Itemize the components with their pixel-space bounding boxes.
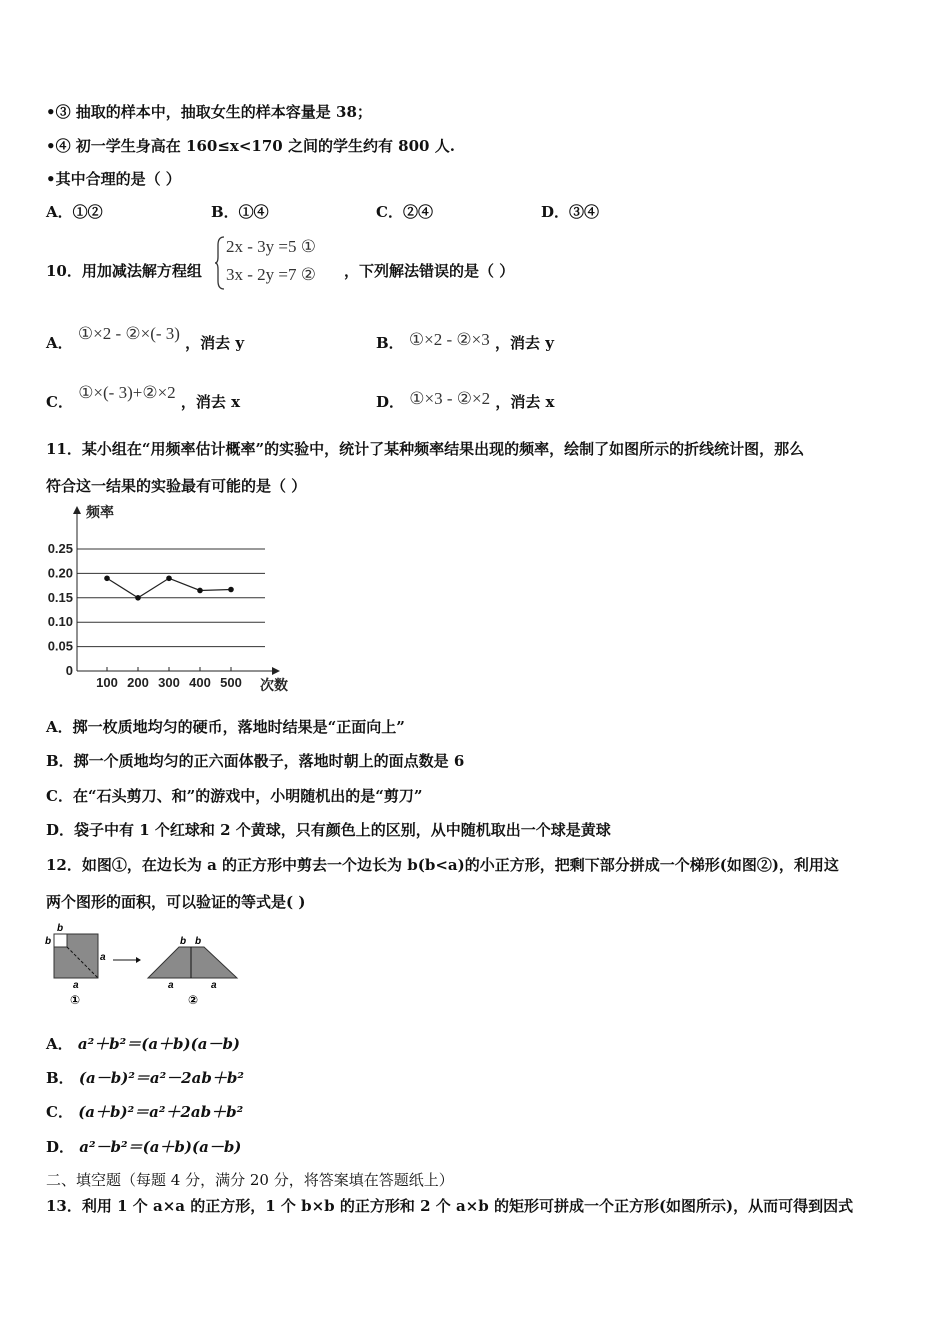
label-b-top: b (57, 923, 64, 934)
option-letter: A． (46, 1035, 73, 1053)
q12-option-b[interactable] (46, 1067, 244, 1089)
frequency-line-chart (40, 500, 310, 700)
section-heading-fill-in: 二、填空题（每题 4 分，满分 20 分，将答案填在答题纸上） (46, 1171, 454, 1189)
option-letter: A． (46, 334, 73, 352)
y-tick-label: 0.20 (47, 565, 73, 581)
q12-line-1: 12．如图①，在边长为 a 的正方形中剪去一个边长为 b(b<a)的小正方形，把剩下部分拼成一个梯形(如图②)，利用这 (46, 856, 839, 874)
x-tick-label: 300 (158, 675, 180, 690)
q11-line-2: 符合这一结果的实验最有可能的是（ ） (46, 477, 307, 495)
option-letter: D． (46, 1138, 75, 1156)
option-letter: C． (46, 393, 73, 411)
q10-option-b[interactable] (376, 332, 554, 354)
q12-option-d[interactable] (46, 1136, 241, 1158)
q11-line-1: 11．某小组在“用频率估计概率”的实验中，统计了某种频率结果出现的频率，绘制了如图所示的折线统计图，那么 (46, 440, 805, 458)
label-b-left: b (45, 936, 52, 947)
option-expression: a²－b²＝(a＋b)(a－b) (79, 1138, 242, 1156)
left-brace-icon (214, 235, 226, 291)
q9-option-c[interactable]: C．②④ (376, 203, 433, 221)
option-letter: B． (46, 1069, 74, 1087)
data-point (197, 588, 203, 594)
label-b-top-left: b (180, 936, 187, 947)
q9-option-b[interactable]: B．①④ (211, 203, 269, 221)
y-tick-label: 0 (65, 663, 73, 678)
option-expression: a²＋b²＝(a＋b)(a－b) (77, 1035, 241, 1053)
q11-option-b[interactable]: B．掷一个质地均匀的正六面体骰子，落地时朝上的面点数是 6 (46, 752, 465, 770)
x-axis-arrow-icon (272, 667, 280, 675)
q11-option-a[interactable]: A．掷一枚质地均匀的硬币，落地时结果是“正面向上” (46, 718, 405, 736)
option-letter: C． (46, 1103, 73, 1121)
option-letter: D． (376, 393, 405, 411)
x-tick-label: 100 (96, 675, 118, 690)
figure-label-2: ② (188, 993, 199, 1007)
data-point (228, 587, 234, 593)
option-expression: ①×(- 3)+②×2 (78, 383, 176, 402)
q9-question: •其中合理的是（ ） (46, 170, 181, 188)
y-axis-label: 频率 (86, 504, 114, 520)
q11-option-c[interactable]: C．在“石头剪刀、和”的游戏中，小明随机出的是“剪刀” (46, 787, 423, 805)
q9-statement-4: •④ 初一学生身高在 160≤x<170 之间的学生约有 800 人. (46, 137, 455, 155)
option-expression: ①×2 - ②×(- 3) (77, 324, 180, 343)
arrow-right-icon (136, 957, 141, 963)
label-a-right: a (100, 952, 106, 963)
option-expression: ①×3 - ②×2 (409, 389, 491, 408)
q12-option-a[interactable] (46, 1033, 240, 1055)
option-tail: ，消去 y (185, 334, 245, 352)
figure-label-1: ① (70, 993, 81, 1007)
option-tail: ，消去 x (180, 393, 241, 411)
equation-1: 2x - 3y =5 ① (226, 237, 316, 256)
q9-statement-3: •③ 抽取的样本中，抽取女生的样本容量是 38； (46, 103, 372, 121)
label-a-bottom-right: a (211, 980, 217, 991)
y-tick-label: 0.10 (47, 614, 73, 630)
option-letter: B． (376, 334, 404, 352)
option-tail: ，消去 x (495, 393, 555, 411)
data-point (135, 595, 141, 601)
y-tick-label: 0.15 (47, 589, 73, 605)
data-point (104, 575, 110, 581)
label-a-bottom: a (73, 980, 79, 991)
y-tick-label: 0.25 (47, 541, 73, 556)
q10-prefix: 10．用加减法解方程组 (46, 262, 202, 280)
q10-suffix: ，下列解法错误的是（ ） (344, 262, 515, 280)
series-line (107, 578, 231, 598)
q9-option-d[interactable]: D．③④ (541, 203, 600, 221)
option-expression: (a－b)²＝a²－2ab＋b² (78, 1069, 244, 1087)
x-tick-label: 400 (189, 675, 211, 690)
option-expression: (a＋b)²＝a²＋2ab＋b² (78, 1103, 244, 1121)
y-tick-label: 0.05 (47, 638, 73, 654)
data-point (166, 575, 172, 581)
q12-line-2: 两个图形的面积，可以验证的等式是( ) (46, 893, 306, 911)
q10-option-a[interactable] (46, 324, 245, 354)
q13-line-1: 13．利用 1 个 a×a 的正方形，1 个 b×b 的正方形和 2 个 a×b 的矩形可拼成一个正方形(如图所示)，从而可得到因式 (46, 1197, 854, 1215)
option-tail: ，消去 y (494, 334, 554, 352)
q11-option-d[interactable]: D．袋子中有 1 个红球和 2 个黄球，只有颜色上的区别，从中随机取出一个球是黄球 (46, 821, 611, 839)
y-axis-arrow-icon (73, 506, 81, 514)
q10-option-c[interactable] (46, 383, 241, 413)
label-b-top-right: b (195, 936, 202, 947)
q10-option-d[interactable] (376, 391, 554, 413)
label-a-bottom-left: a (168, 980, 174, 991)
equation-system (214, 235, 349, 291)
q9-option-a[interactable]: A．①② (46, 203, 103, 221)
option-expression: ①×2 - ②×3 (408, 330, 490, 349)
equation-2: 3x - 2y =7 ② (226, 265, 316, 284)
x-axis-label: 次数 (260, 677, 288, 693)
square-trapezoid-figure (40, 920, 250, 1012)
q12-option-c[interactable] (46, 1101, 243, 1123)
x-tick-label: 500 (220, 675, 242, 690)
x-tick-label: 200 (127, 675, 149, 690)
